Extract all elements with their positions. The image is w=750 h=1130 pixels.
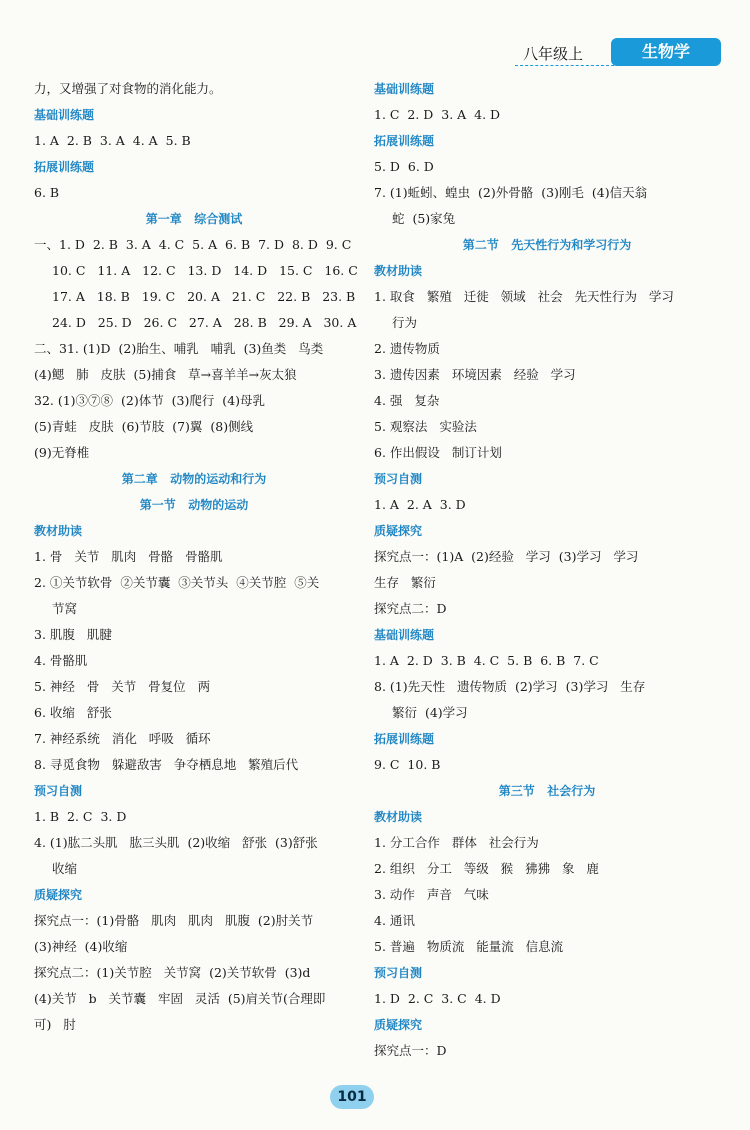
section-heading: 基础训练题 [34,108,95,122]
chapter-heading: 第一节 动物的运动 [139,498,249,512]
answer-line: 1. D 2. C 3. C 4. D [374,991,501,1006]
answer-line: 7. (1)蚯蚓、蝗虫 (2)外骨骼 (3)刚毛 (4)信天翁 [374,185,648,200]
chapter-heading: 第三节 社会行为 [498,784,596,798]
answer-line: 10. C 11. A 12. C 13. D 14. D 15. C 16. C [52,263,358,278]
answer-line: 4. 骨骼肌 [34,653,88,668]
answer-line: 4. 强 复杂 [374,393,440,408]
left-answer-column [34,76,358,1038]
answer-line: 一、1. D 2. B 3. A 4. C 5. A 6. B 7. D 8. D 9. C [34,237,352,252]
answer-line: 1. A 2. A 3. D [374,497,466,512]
answer-line: 探究点一：D [374,1043,447,1058]
answer-line: 探究点一：(1)骨骼 肌肉 肌肉 肌腹 (2)肘关节 [34,913,314,928]
answer-line: 3. 遗传因素 环境因素 经验 学习 [374,367,576,382]
answer-line: 2. 组织 分工 等级 猴 狒狒 象 鹿 [374,861,599,876]
answer-line: 2. 遗传物质 [374,341,440,356]
answer-line: 5. 神经 骨 关节 骨复位 两 [34,679,211,694]
answer-line: 8. 寻觅食物 躲避敌害 争夺栖息地 繁殖后代 [34,757,299,772]
section-heading: 教材助读 [374,810,423,824]
answer-line: 17. A 18. B 19. C 20. A 21. C 22. B 23. B [52,289,356,304]
section-heading: 预习自测 [374,966,423,980]
answer-line: 1. 取食 繁殖 迁徙 领域 社会 先天性行为 学习 [374,289,674,304]
section-heading: 预习自测 [374,472,423,486]
section-heading: 基础训练题 [374,82,435,96]
section-heading: 质疑探究 [374,1018,423,1032]
answer-line: 节窝 [52,601,78,616]
answer-line: 收缩 [52,861,78,876]
answer-line: 力，又增强了对食物的消化能力。 [34,81,222,96]
answer-line: 探究点二：(1)关节腔 关节窝 (2)关节软骨 (3)d [34,965,311,980]
section-heading: 教材助读 [374,264,423,278]
answer-line: 5. 普遍 物质流 能量流 信息流 [374,939,564,954]
answer-line: 二、31. (1)D (2)胎生、哺乳 哺乳 (3)鱼类 鸟类 [34,341,324,356]
answer-line: (4)关节 b 关节囊 牢固 灵活 (5)肩关节(合理即 [34,991,326,1006]
answer-line: 8. (1)先天性 遗传物质 (2)学习 (3)学习 生存 [374,679,646,694]
section-heading: 教材助读 [34,524,83,538]
answer-line: 32. (1)③⑦⑧ (2)体节 (3)爬行 (4)母乳 [34,393,266,408]
chapter-heading: 第一章 综合测试 [145,212,243,226]
answer-line: 1. B 2. C 3. D [34,809,127,824]
header-divider [515,65,685,66]
answer-line: (9)无脊椎 [34,445,90,460]
section-heading: 预习自测 [34,784,83,798]
section-heading: 基础训练题 [374,628,435,642]
answer-line: 行为 [392,315,418,330]
answer-line: (5)青蛙 皮肤 (6)节肢 (7)翼 (8)侧线 [34,419,254,434]
answer-line: 可) 肘 [34,1017,76,1032]
page-header [515,34,740,70]
answer-line: 1. 骨 关节 肌肉 骨骼 骨骼肌 [34,549,223,564]
section-heading: 质疑探究 [34,888,83,902]
answer-line: 1. A 2. D 3. B 4. C 5. B 6. B 7. C [374,653,599,668]
answer-line: 探究点二：D [374,601,447,616]
answer-line: 3. 动作 声音 气味 [374,887,489,902]
answer-line: 4. (1)肱二头肌 肱三头肌 (2)收缩 舒张 (3)舒张 [34,835,318,850]
answer-line: 4. 通讯 [374,913,415,928]
answer-line: 2. ①关节软骨 ②关节囊 ③关节头 ④关节腔 ⑤关 [34,575,320,590]
answer-line: 6. 收缩 舒张 [34,705,112,720]
answer-line: 3. 肌腹 肌腱 [34,627,112,642]
answer-line: 探究点一：(1)A (2)经验 学习 (3)学习 学习 [374,549,639,564]
answer-line: 24. D 25. D 26. C 27. A 28. B 29. A 30. A [52,315,357,330]
chapter-heading: 第二节 先天性行为和学习行为 [462,238,632,252]
answer-line: 繁衍 (4)学习 [392,705,468,720]
answer-line: 5. D 6. D [374,159,434,174]
answer-line: 6. B [34,185,60,200]
page-number: 101 [330,1085,374,1109]
answer-line: 6. 作出假设 制订计划 [374,445,502,460]
section-heading: 拓展训练题 [374,134,435,148]
answer-line: (3)神经 (4)收缩 [34,939,128,954]
answer-line: 5. 观察法 实验法 [374,419,477,434]
answer-line: 7. 神经系统 消化 呼吸 循环 [34,731,211,746]
right-answer-column [374,76,720,1064]
section-heading: 质疑探究 [374,524,423,538]
chapter-heading: 第二章 动物的运动和行为 [121,472,267,486]
section-heading: 拓展训练题 [374,732,435,746]
answer-line: 1. 分工合作 群体 社会行为 [374,835,539,850]
answer-line: 生存 繁衍 [374,575,436,590]
grade-label: 八年级上 [523,45,584,63]
answer-line: 1. C 2. D 3. A 4. D [374,107,501,122]
subject-badge: 生物学 [611,38,721,66]
answer-line: (4)鳃 肺 皮肤 (5)捕食 草→喜羊羊→灰太狼 [34,367,297,382]
section-heading: 拓展训练题 [34,160,95,174]
answer-line: 蛇 (5)家兔 [392,211,456,226]
answer-line: 1. A 2. B 3. A 4. A 5. B [34,133,191,148]
answer-line: 9. C 10. B [374,757,441,772]
